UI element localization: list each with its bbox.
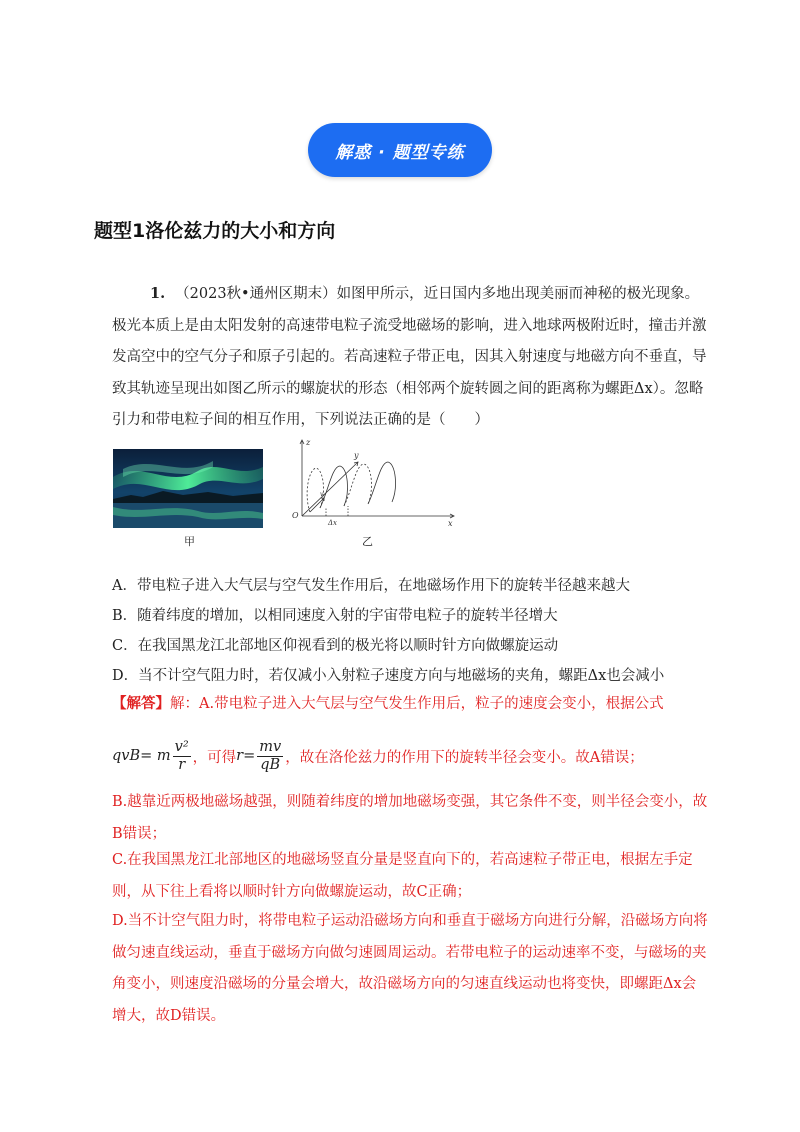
answer-intro: [112, 688, 708, 721]
velocity-label: v₀: [320, 491, 326, 498]
formula-r-eq: =: [243, 748, 256, 764]
banner-text: 解惑 · 题型专练: [335, 142, 465, 163]
formula-eq: = m: [140, 748, 171, 764]
pitch-label: Δx: [328, 519, 338, 527]
fraction-denominator: r: [178, 756, 186, 773]
option-c: C．在我国黑龙江北部地区仰视看到的极光将以顺时针方向做螺旋运动: [112, 638, 559, 654]
y-axis-label: y: [354, 451, 359, 460]
fraction-numerator: mv: [259, 738, 282, 755]
aurora-photo: [113, 449, 263, 528]
formula-line: [112, 736, 644, 776]
formula-mid-text: ，可得: [192, 749, 237, 766]
question-number: 1.: [150, 285, 166, 302]
figure-jia-label: 甲: [184, 535, 195, 548]
figure-yi-label: 乙: [362, 535, 373, 548]
answer-intro-text: 解：A.带电粒子进入大气层与空气发生作用后，粒子的速度会变小，根据公式: [170, 696, 664, 712]
formula-lhs: qvB: [112, 748, 141, 764]
z-axis-label: z: [306, 438, 311, 447]
option-a: A．带电粒子进入大气层与空气发生作用后，在地磁场作用下的旋转半径越来越大: [112, 578, 630, 594]
fraction-numerator: v²: [174, 738, 189, 755]
question-stem: [112, 278, 708, 437]
formula-after-text: ，故在洛伦兹力的作用下的旋转半径会变小。故A错误；: [285, 749, 644, 766]
answer-c: C.在我国黑龙江北部地区的地磁场竖直分量是竖直向下的，若高速粒子带正电，根据左手定则，从下往上看将以顺时针方向做螺旋运动，故C正确；: [112, 852, 693, 900]
option-b: B．随着纬度的增加，以相同速度入射的宇宙带电粒子的旋转半径增大: [112, 608, 558, 624]
section-banner: [308, 123, 492, 177]
fraction-mv-qb: [257, 739, 283, 774]
section-title: 题型1洛伦兹力的大小和方向: [94, 220, 336, 242]
fraction-v2-r: [173, 739, 191, 774]
origin-label: O: [292, 511, 299, 520]
fraction-denominator: qB: [260, 756, 281, 773]
option-d: D．当不计空气阻力时，若仅减小入射粒子速度方向与地磁场的夹角，螺距Δx也会减小: [112, 668, 665, 684]
answer-tag: 【解答】: [112, 695, 170, 712]
answer-d: D.当不计空气阻力时，将带电粒子运动沿磁场方向和垂直于磁场方向进行分解，沿磁场方向将做匀速直线运动，垂直于磁场方向做匀速圆周运动。若带电粒子的运动速率不变，与磁场的夹角变小，则速度沿磁场的分量会增大，故沿磁场方向的匀速直线运动也将变快，即螺距Δx会增大，故D错误。: [112, 913, 708, 1024]
helix-diagram: [286, 436, 458, 538]
answer-b: B.越靠近两极地磁场越强，则随着纬度的增加地磁场变强，其它条件不变，则半径会变小，故B错误；: [112, 794, 708, 842]
formula-r: r: [236, 748, 244, 764]
x-axis-label: x: [448, 519, 453, 528]
question-text: （2023秋•通州区期末）如图甲所示，近日国内多地出现美丽而神秘的极光现象。极光本质上是由太阳发射的高速带电粒子流受地磁场的影响，进入地球两极附近时，撞击并激发高空中的空气分子和原子引起的。若高速粒子带正电，因其入射速度与地磁方向不垂直，导致其轨迹呈现出如图乙所示的螺旋状的形态（相邻两个旋转圆之间的距离称为螺距Δx）。忽略引力和带电粒子间的相互作用，下列说法正确的是（ ）: [112, 286, 707, 428]
y-axis: [302, 462, 358, 516]
